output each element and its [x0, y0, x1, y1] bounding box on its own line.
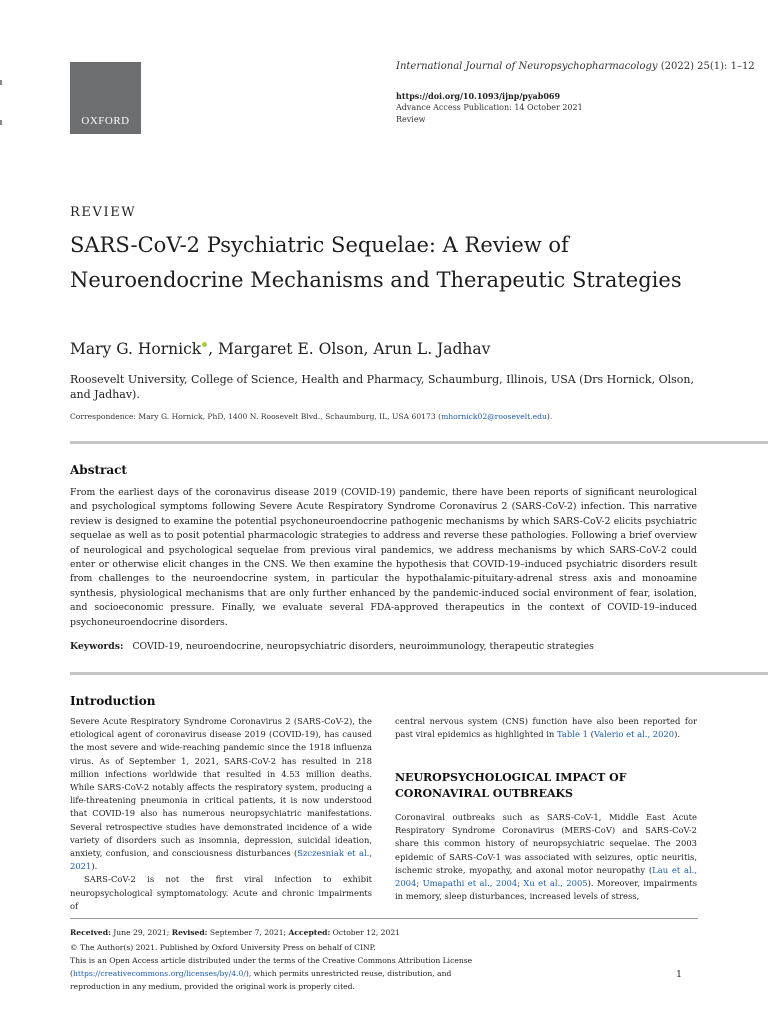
- footer-divider: [70, 918, 698, 919]
- paragraph-text: (: [587, 729, 594, 740]
- paragraph-text: ;: [416, 878, 423, 889]
- license-line: (https://creativecommons.org/licenses/by/4.0/), which permits unrestricted reuse, distribution, and: [70, 969, 452, 978]
- keywords: [70, 641, 594, 652]
- article-title: SARS-CoV-2 Psychiatric Sequelae: A Review of Neuroendocrine Mechanisms and Therapeutic Strategies: [70, 233, 682, 292]
- paragraph: SARS-CoV-2 is not the first viral infection to exhibit neuropsychological symptomatology. Acute and chronic impairments of: [70, 874, 372, 911]
- affiliation: Roosevelt University, College of Science, Health and Pharmacy, Schaumburg, Illinois, USA (Drs Hornick, Olson, and Jadhav).: [70, 373, 694, 401]
- paragraph-text: Severe Acute Respiratory Syndrome Coronavirus 2 (SARS-CoV-2), the etiological agent of coronavirus disease 2019 (COVID-19), has caused the most severe and wide-reaching pandemic since the 1918 influenza virus. As of September 1, 2021, SARS-CoV-2 has resulted in 218 million infections worldwide that resulted in 4.53 million deaths. While SARS-CoV-2 notably affects the respiratory system, producing a life-threatening pneumonia in critical patients, it is now understood that COVID-19 also has numerous neuropsychiatric manifestations. Several retrospective studies have demonstrated incidence of a wide variety of disorders such as insomnia, depression, suicidal ideation, anxiety, confusion, and consciousness disturbances (: [70, 716, 372, 859]
- paragraph: [395, 811, 697, 903]
- received-label: Received:: [70, 928, 111, 937]
- oxford-logo-text: OXFORD: [81, 115, 130, 127]
- journal-name: International Journal of Neuropsychopharmacology: [396, 61, 658, 72]
- abstract-heading: Abstract: [70, 463, 127, 477]
- introduction-heading: Introduction: [70, 694, 156, 708]
- accepted-date: October 12, 2021: [330, 928, 400, 937]
- oxford-logo: [70, 62, 141, 134]
- body-column-right-section: [395, 811, 697, 903]
- author-list: [70, 340, 490, 358]
- paragraph: [70, 715, 372, 873]
- correspondence-email-link[interactable]: mhornick02@roosevelt.edu: [441, 412, 547, 421]
- keywords-label: Keywords:: [70, 641, 124, 652]
- paragraph-text: Coronaviral outbreaks such as SARS-CoV-1, Middle East Acute Respiratory Syndrome Coronavirus (MERS-CoV) and SARS-CoV-2 share this common history of neuropsychiatric sequelae. The 2003 epidemic of SARS-CoV-1 was associated with seizures, optic neuritis, ischemic stroke, myopathy, and axonal motor neuropathy (: [395, 812, 697, 875]
- citation-link[interactable]: Szczesniak et al., 2021: [70, 848, 372, 872]
- paragraph-text: central nervous system (CNS) function have also been reported for past viral epidemics as highlighted in: [395, 716, 697, 740]
- license-line: reproduction in any medium, provided the original work is properly cited.: [70, 982, 355, 991]
- received-date: June 29, 2021;: [110, 928, 172, 937]
- keywords-list: COVID-19, neuroendocrine, neuropsychiatric disorders, neuroimmunology, therapeutic strategies: [132, 641, 594, 652]
- correspondence-text: Correspondence: Mary G. Hornick, PhD, 1400 N. Roosevelt Blvd., Schaumburg, IL, USA 60173 (: [70, 412, 442, 421]
- paragraph-text: ;: [517, 878, 524, 889]
- author-others[interactable]: , Margaret E. Olson, Arun L. Jadhav: [208, 340, 491, 358]
- abstract-text: From the earliest days of the coronavirus disease 2019 (COVID-19) pandemic, there have been reports of significant neurological and psychological symptoms following Severe Acute Respiratory Syndrome Coronavirus 2 (SARS-CoV-2) infection. This narrative review is designed to examine the potential psychoneuroendocrine pathogenic mechanisms by which SARS-CoV-2 elicits psychiatric sequelae as well as to posit potential pharmacologic strategies to address and reverse these pathologies. Following a brief overview of neurological and psychological sequelae from previous viral pandemics, we address mechanisms by which SARS-CoV-2 could enter or otherwise elicit changes in the CNS. We then examine the hypothesis that COVID-19–induced psychiatric disorders result from challenges to the neuroendocrine system, in particular the hypothalamic-pituitary-adrenal stress axis and monoamine synthesis, physiological mechanisms that are only further enhanced by the pandemic-induced social environment of fear, isolation, and socioeconomic pressure. Finally, we evaluate several FDA-approved therapeutics in the context of COVID-19–induced psychoneuroendocrine disorders.: [70, 487, 697, 628]
- citation-link[interactable]: Lau et al., 2004: [395, 864, 697, 889]
- paragraph-text: ).: [91, 861, 98, 872]
- doi-link[interactable]: https://doi.org/10.1093/ijnp/pyab069: [396, 91, 561, 101]
- paragraph-text: ). Moreover, impairments in memory, sleep disturbances, increased levels of stress,: [395, 878, 698, 902]
- page-edge-mark: [0, 120, 2, 125]
- journal-details: (2022) 25(1): 1–12: [660, 61, 755, 72]
- citation-link[interactable]: Valerio et al., 2020: [593, 729, 675, 740]
- body-column-right: [395, 715, 697, 741]
- article-kicker: REVIEW: [70, 205, 137, 220]
- license-text: ), which permits unrestricted reuse, distribution, and: [245, 969, 452, 978]
- body-column-left: [70, 715, 372, 913]
- table-link[interactable]: Table 1: [556, 729, 588, 740]
- history-dates: [70, 928, 400, 937]
- section-divider: [70, 672, 768, 675]
- author-first[interactable]: Mary G. Hornick: [70, 340, 202, 358]
- copyright-notice: © The Author(s) 2021. Published by Oxford University Press on behalf of CINP.: [70, 943, 376, 952]
- section-heading: NEUROPSYCHOLOGICAL IMPACT OF CORONAVIRAL OUTBREAKS: [395, 771, 627, 800]
- page-edge-mark: [0, 80, 2, 85]
- accepted-label: Accepted:: [288, 928, 331, 937]
- citation-link[interactable]: Xu et al., 2005: [523, 878, 588, 889]
- journal-citation: [396, 61, 755, 72]
- revised-date: September 7, 2021;: [207, 928, 289, 937]
- paragraph-text: ).: [674, 729, 681, 740]
- advance-access-date: Advance Access Publication: 14 October 2021: [396, 103, 583, 112]
- license-url-link[interactable]: https://creativecommons.org/licenses/by/4.0/: [72, 969, 246, 978]
- correspondence: [70, 412, 552, 421]
- article-type: Review: [396, 115, 426, 124]
- revised-label: Revised:: [171, 928, 208, 937]
- orcid-icon[interactable]: [202, 342, 207, 347]
- license-line: This is an Open Access article distributed under the terms of the Creative Commons Attribution License: [70, 956, 473, 965]
- section-divider: [70, 441, 768, 444]
- page-number: 1: [676, 969, 683, 980]
- citation-link[interactable]: Umapathi et al., 2004: [422, 878, 518, 889]
- paragraph: [395, 715, 697, 741]
- correspondence-close: ).: [546, 412, 553, 421]
